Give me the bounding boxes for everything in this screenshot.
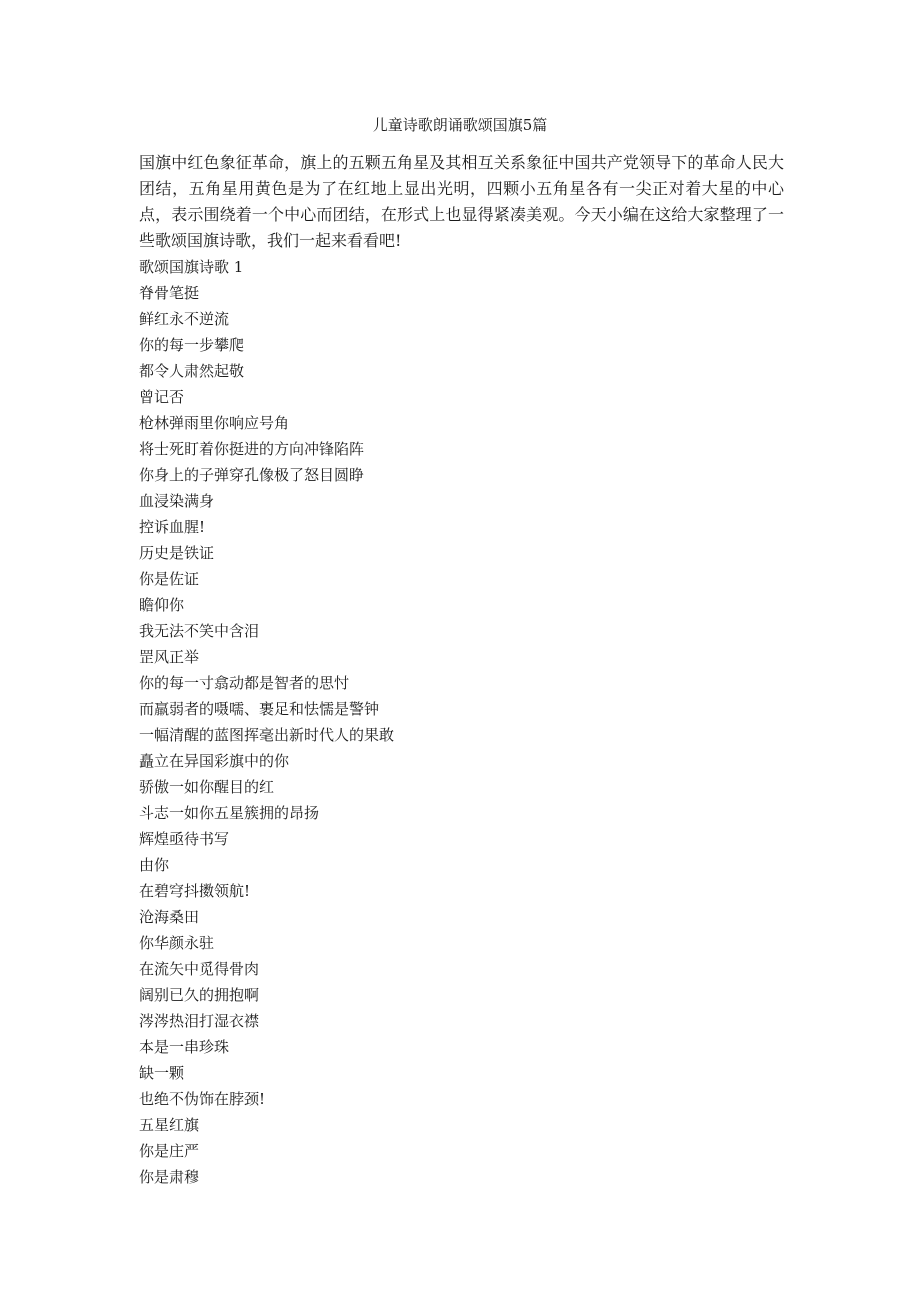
poem-line: 血浸染满身 [139,492,215,510]
intro-paragraph: 国旗中红色象征革命，旗上的五颗五角星及其相互关系象征中国共产党领导下的革命人民大团结，五角星用黄色是为了在红地上显出光明，四颗小五角星各有一尖正对着大星的中心点，表示围绕着一个中心而团结，在形式上也显得紧凑美观。今天小编在这给大家整理了一些歌颂国旗诗歌，我们一起来看看吧! [139,153,784,250]
poem-line: 本是一串珍珠 [139,1038,230,1056]
poem-line: 都令人肃然起敬 [139,362,245,380]
poem-line: 鲜红永不逆流 [139,310,230,328]
poem-line: 你是佐证 [139,570,200,588]
poem-line: 脊骨笔挺 [139,284,200,302]
poem-line: 控诉血腥! [139,518,206,536]
poem-lines [139,280,394,1190]
poem-line: 斗志一如你五星簇拥的昂扬 [139,804,320,822]
poem-line: 你的每一寸翕动都是智者的思忖 [139,674,350,692]
poem-line: 你身上的子弹穿孔像极了怒目圆睁 [139,466,365,484]
poem-line: 你华颜永驻 [139,934,215,952]
poem-line: 沧海桑田 [139,908,200,926]
poem-line: 骄傲一如你醒目的红 [139,778,275,796]
poem-line: 一幅清醒的蓝图挥毫出新时代人的果敢 [139,726,395,744]
poem-line: 将士死盯着你挺进的方向冲锋陷阵 [139,440,365,458]
poem-line: 缺一颗 [139,1064,185,1082]
poem-line: 涔涔热泪打湿衣襟 [139,1012,260,1030]
poem-line: 你的每一步攀爬 [139,336,245,354]
document-title: 儿童诗歌朗诵歌颂国旗5篇 [372,116,548,134]
poem-line: 阔别已久的拥抱啊 [139,986,260,1004]
poem-line: 枪林弹雨里你响应号角 [139,414,290,432]
poem-line: 历史是铁证 [139,544,215,562]
poem-line: 而羸弱者的嗫嚅、裹足和怯懦是警钟 [139,700,380,718]
poem-line: 罡风正举 [139,648,200,666]
poem-line: 辉煌亟待书写 [139,830,230,848]
poem-line: 瞻仰你 [139,596,185,614]
poem-line: 也绝不伪饰在脖颈! [139,1090,266,1108]
section-heading: 歌颂国旗诗歌 1 [139,258,244,276]
poem-line: 由你 [139,856,170,874]
poem-line: 我无法不笑中含泪 [139,622,260,640]
poem-line: 五星红旗 [139,1116,200,1134]
poem-line: 在流矢中觅得骨肉 [139,960,260,978]
poem-line: 曾记否 [139,388,185,406]
poem-line: 矗立在异国彩旗中的你 [139,752,290,770]
poem-line: 你是肃穆 [139,1168,200,1186]
poem-line: 你是庄严 [139,1142,200,1160]
poem-line: 在碧穹抖擞领航! [139,882,251,900]
